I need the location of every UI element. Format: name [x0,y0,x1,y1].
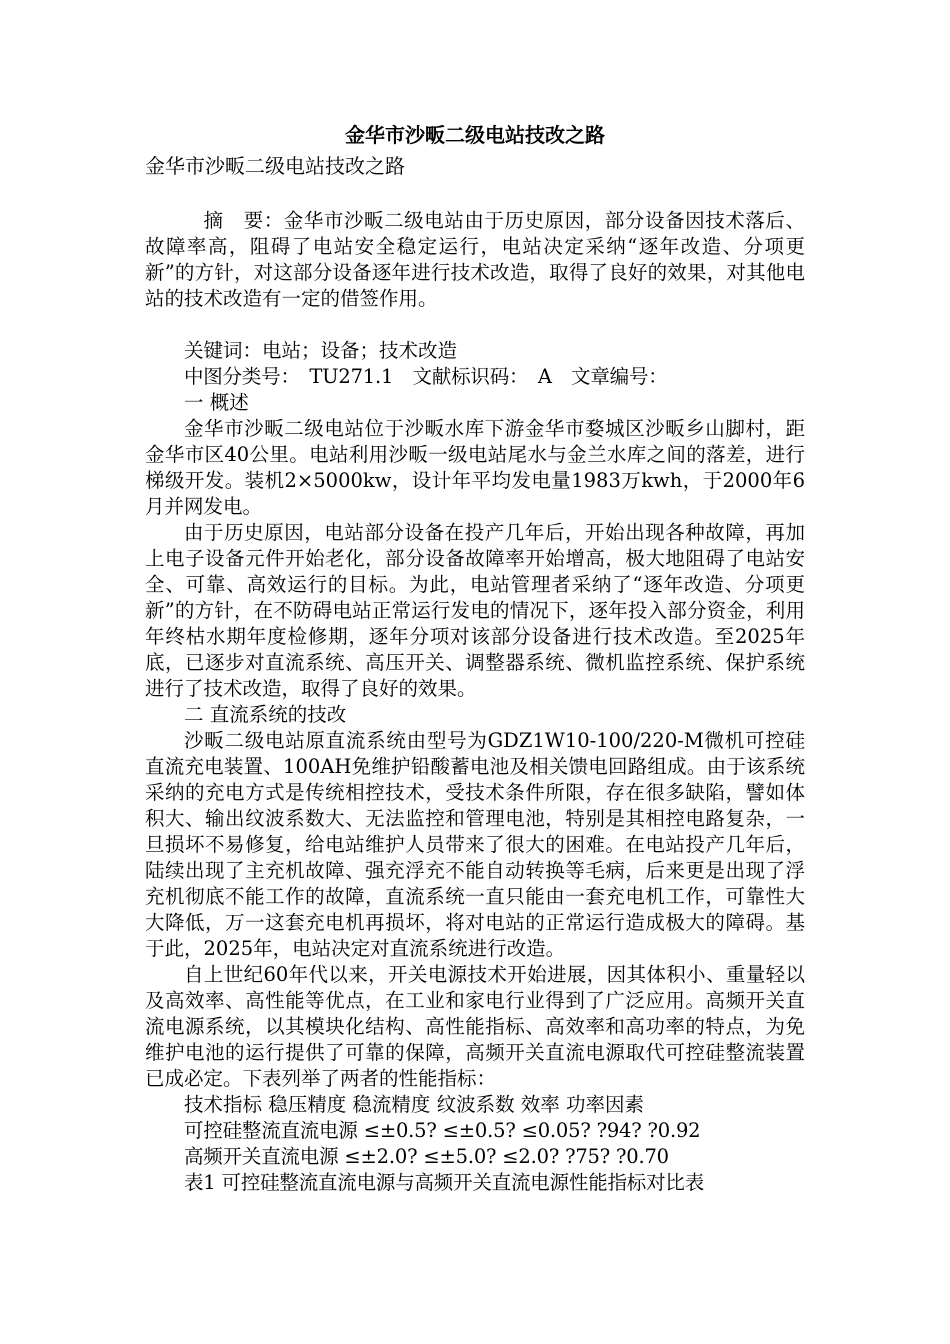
section-heading-dc-system: 二 直流系统的技改 [184,703,347,726]
table-row-scr: 可控硅整流直流电源 ≤±0.5? ≤±0.5? ≤0.05? ?94? ?0.92 [184,1119,701,1142]
abstract-paragraph: 摘 要：金华市沙畈二级电站由于历史原因，部分设备因技术落后、故障率高，阻碍了电站安全稳定运行，电站决定采纳“逐年改造、分项更新”的方针，对这部分设备逐年进行技术改造，取得了良好的效果，对其他电站的技术改造有一定的借签作用。 [145,209,805,310]
dc-system-paragraph-1: 沙畈二级电站原直流系统由型号为GDZ1W10-100/220-M微机可控硅直流充电装置、100AH免维护铅酸蓄电池及相关馈电回路组成。由于该系统采纳的充电方式是传统相控技术，受技术条件所限，存在很多缺陷，譬如体积大、输出纹波系数大、无法监控和管理电池，特别是其相控电路复杂，一旦损坏不易修复，给电站维护人员带来了很大的困难。在电站投产几年后，陆续出现了主充机故障、强充浮充不能自动转换等毛病，后来更是出现了浮充机彻底不能工作的故障，直流系统一直只能由一套充电机工作，可靠性大大降低，万一这套充电机再损坏，将对电站的正常运行造成极大的障碍。基于此，2025年，电站决定对直流系统进行改造。 [145,729,805,960]
table-row-hf: 高频开关直流电源 ≤±2.0? ≤±5.0? ≤2.0? ?75? ?0.70 [184,1145,669,1168]
table-header-row: 技术指标 稳压精度 稳流精度 纹波系数 效率 功率因素 [184,1093,644,1116]
classification-line: 中图分类号： TU271.1 文献标识码： A 文章编号： [184,365,668,388]
table-caption: 表1 可控硅整流直流电源与高频开关直流电源性能指标对比表 [184,1171,705,1194]
dc-system-paragraph-2: 自上世纪60年代以来，开关电源技术开始进展，因其体积小、重量轻以及高效率、高性能等优点，在工业和家电行业得到了广泛应用。高频开关直流电源系统，以其模块化结构、高性能指标、高效率和高功率的特点，为免维护电池的运行提供了可靠的保障，高频开关直流电源取代可控硅整流装置已成必定。下表列举了两者的性能指标： [145,963,805,1090]
overview-paragraph-1: 金华市沙畈二级电站位于沙畈水库下游金华市婺城区沙畈乡山脚村，距金华市区40公里。电站利用沙畈一级电站尾水与金兰水库之间的落差，进行梯级开发。装机2×5000kw，设计年平均发电量1983万kwh，于2000年6月并网发电。 [145,417,805,518]
keywords-line: 关键词：电站；设备；技术改造 [184,339,458,362]
section-heading-overview: 一 概述 [184,391,249,414]
document-subtitle: 金华市沙畈二级电站技改之路 [145,154,405,178]
overview-paragraph-2: 由于历史原因，电站部分设备在投产几年后，开始出现各种故障，再加上电子设备元件开始老化，部分设备故障率开始增高，极大地阻碍了电站安全、可靠、高效运行的目标。为此，电站管理者采纳了“逐年改造、分项更新”的方针，在不防碍电站正常运行发电的情况下，逐年投入部分资金，利用年终枯水期年度检修期，逐年分项对该部分设备进行技术改造。至2025年底，已逐步对直流系统、高压开关、调整器系统、微机监控系统、保护系统进行了技术改造，取得了良好的效果。 [145,521,805,700]
document-body [145,118,805,1196]
document-title: 金华市沙畈二级电站技改之路 [345,123,605,147]
